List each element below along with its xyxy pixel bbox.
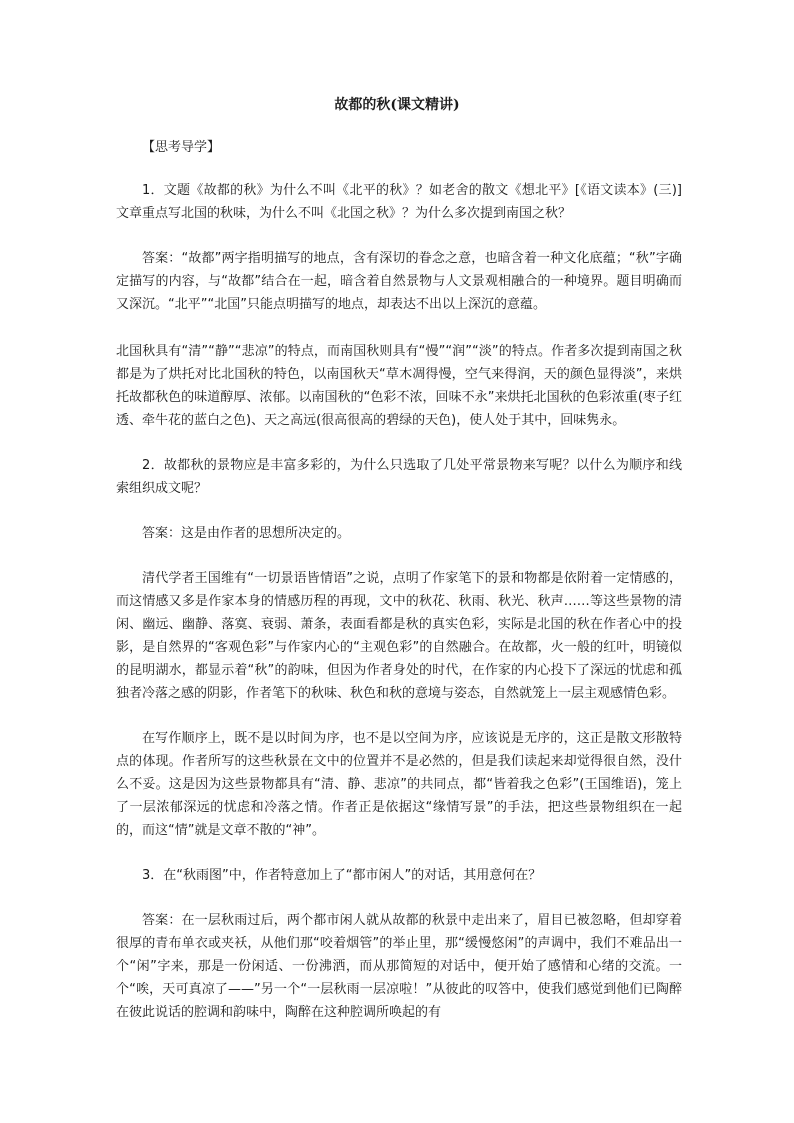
question-1: 1．文题《故都的秋》为什么不叫《北平的秋》？如老舍的散文《想北平》[《语文读本》(三)]文章重点写北国的秋味，为什么不叫《北国之秋》？为什么多次提到南国之秋？ [116, 183, 682, 221]
section-heading: 【思考导学】 [142, 140, 221, 155]
answer-2-order: 在写作顺序上，既不是以时间为序，也不是以空间为序，应该说是无序的，这正是散文形散特点的体现。作者所写的这些秋景在文中的位置并不是必然的，但是我们读起来却觉得很自然，没什么不妥。这是因为这些景物都具有“清、静、悲凉”的共同点，都“皆着我之色彩”(王国维语)，笼上了一层浓郁深远的忧虑和冷落之情。作者正是依据这“缘情写景”的手法，把这些景物组织在一起的，而这“情”就是文章不散的“神”。 [116, 731, 682, 838]
answer-3: 答案：在一层秋雨过后，两个都市闲人就从故都的秋景中走出来了，眉目已被忽略，但却穿着很厚的青布单衣或夹袄，从他们那“咬着烟管”的举止里，那“缓慢悠闲”的声调中，我们不难品出一个“闲”字来，那是一份闲适、一份沸洒，而从那简短的对话中，便开始了感情和心绪的交流。一个“唉，天可真凉了——”另一个“一层秋雨一层凉啦！”从彼此的叹答中，使我们感觉到他们已陶醉在彼此说话的腔调和韵味中，陶醉在这种腔调所唤起的有 [116, 913, 682, 1020]
answer-2: 答案：这是由作者的思想所决定的。 [142, 526, 351, 541]
question-3: 3．在“秋雨图”中，作者特意加上了“都市闲人”的对话，其用意何在？ [142, 868, 542, 883]
document-title: 故都的秋(课文精讲) [334, 97, 460, 113]
answer-1-continued: 北国秋具有“清”“静”“悲凉”的特点，而南国秋则具有“慢”“润”“淡”的特点。作者多次提到南国之秋都是为了烘托对比北国秋的特色，以南国秋天“草木凋得慢，空气来得润，天的颜色显得淡”，来烘托故都秋色的味道醇厚、浓郁。以南国秋的“色彩不浓，回味不永”来烘托北国秋的色彩浓重(枣子红透、牵牛花的蓝白之色)、天之高远(很高很高的碧绿的天色)，使人处于其中，回味隽永。 [116, 344, 682, 428]
document-body [116, 136, 682, 1024]
question-2: 2．故都秋的景物应是丰富多彩的，为什么只选取了几处平常景物来写呢？以什么为顺序和线索组织成文呢？ [116, 458, 682, 496]
answer-2-explanation: 清代学者王国维有“一切景语皆情语”之说，点明了作家笔下的景和物都是依附着一定情感的，而这情感又多是作家本身的情感历程的再现，文中的秋花、秋雨、秋光、秋声……等这些景物的清闲、幽远、幽静、落寞、衰弱、萧条，表面看都是秋的真实色彩，实际是北国的秋在作者心中的投影，是自然界的“客观色彩”与作家内心的“主观色彩”的自然融合。在故都，火一般的红叶，明镜似的昆明湖水，都显示着“秋”的韵味，但因为作者身处的时代，在作家的内心投下了深远的忧虑和孤独者冷落之感的阴影，作者笔下的秋味、秋色和秋的意境与姿态，自然就笼上一层主观感情色彩。 [116, 571, 682, 701]
answer-1: 答案：“故都”两字指明描写的地点，含有深切的眷念之意，也暗含着一种文化底蕴；“秋”字确定描写的内容，与“故都”结合在一起，暗含着自然景物与人文景观相融合的一种境界。题目明确而又深沉。“北平”“北国”只能点明描写的地点，却表达不出以上深沉的意蕴。 [116, 251, 682, 312]
